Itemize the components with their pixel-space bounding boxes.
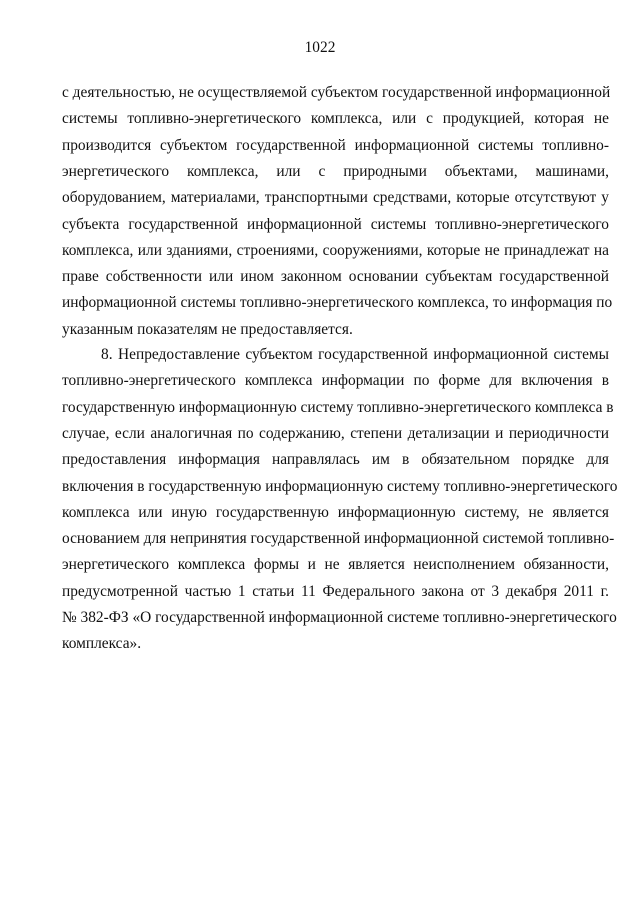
text-line: системы топливно-энергетического комплекса, или с продукцией, которая не bbox=[62, 110, 609, 128]
text-line: топливно-энергетического комплекса информации по форме для включения в bbox=[62, 372, 609, 390]
text-line: оборудованием, материалами, транспортными средствами, которые отсутствуют у bbox=[62, 189, 609, 207]
text-line: предусмотренной частью 1 статьи 11 Федерального закона от 3 декабря 2011 г. bbox=[62, 582, 609, 600]
text-line: № 382-ФЗ «О государственной информационной системе топливно-энергетического bbox=[62, 609, 617, 626]
text-line: энергетического комплекса формы и не является неисполнением обязанности, bbox=[62, 556, 609, 574]
text-line: предоставления информация направлялась им в обязательном порядке для bbox=[62, 451, 609, 469]
text-line: энергетического комплекса, или с природными объектами, машинами, bbox=[62, 162, 609, 180]
text-line: производится субъектом государственной информационной системы топливно- bbox=[62, 136, 609, 154]
text-line: основанием для непринятия государственной информационной системой топливно- bbox=[62, 530, 615, 548]
text-line: с деятельностью, не осуществляемой субъектом государственной информационной bbox=[62, 84, 611, 101]
text-line: комплекса, или зданиями, строениями, сооружениями, которые не принадлежат на bbox=[62, 241, 609, 259]
text-line: комплекса». bbox=[62, 635, 142, 653]
text-line: субъекта государственной информационной системы топливно-энергетического bbox=[62, 215, 609, 233]
page-number: 1022 bbox=[304, 39, 336, 56]
paragraph-first-line: 8. Непредоставление субъектом государственной информационной системы bbox=[101, 346, 609, 363]
text-line: случае, если аналогичная по содержанию, степени детализации и периодичности bbox=[62, 424, 609, 442]
text-line: включения в государственную информационную систему топливно-энергетического bbox=[62, 477, 618, 495]
text-line: указанным показателям не предоставляется. bbox=[62, 320, 353, 338]
text-line: государственную информационную систему топливно-энергетического комплекса в bbox=[62, 398, 614, 416]
text-line: праве собственности или ином законном основании субъектам государственной bbox=[62, 268, 609, 286]
text-line: информационной системы топливно-энергетического комплекса, то информация по bbox=[62, 294, 613, 312]
text-line: комплекса или иную государственную информационную систему, не является bbox=[62, 503, 609, 521]
